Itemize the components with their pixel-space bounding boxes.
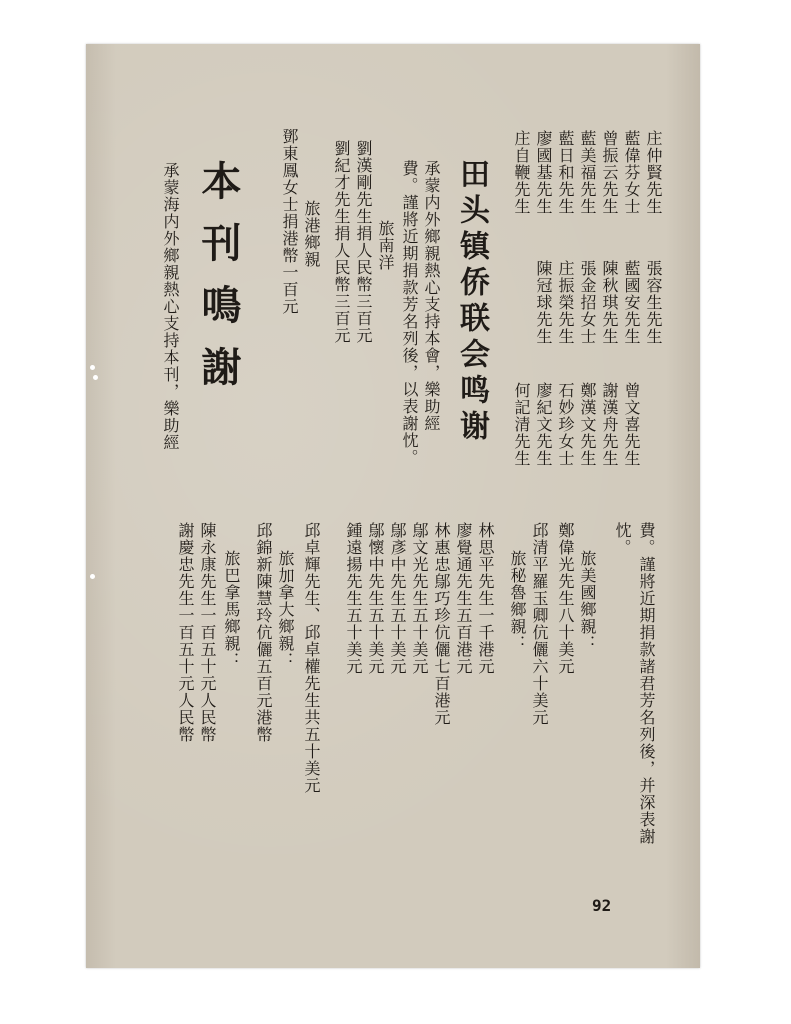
group-title: 旅加拿大鄉親： xyxy=(276,550,295,669)
donation-line: 林惠忠鄔巧珍伉儷七百港元 xyxy=(432,522,451,726)
donor-name: 張容生先生 xyxy=(644,260,663,345)
donation-line: 邱清平羅玉卿伉儷六十美元 xyxy=(530,522,549,726)
donor-name: 廖國基先生 xyxy=(534,130,553,215)
binding-hole xyxy=(90,365,95,370)
donation-line: 鄔彥中先生五十美元 xyxy=(388,522,407,675)
group-title: 旅美國鄉親： xyxy=(578,550,597,652)
binding-hole xyxy=(90,574,95,579)
binding-hole xyxy=(93,375,98,380)
donation-line: 廖覺通先生五百港元 xyxy=(454,522,473,675)
donation-line: 陳永康先生一百五十元人民幣 xyxy=(198,522,217,743)
donor-name: 藍國安先生 xyxy=(622,260,641,345)
thanks-text: 承蒙海内外鄉親熱心支持本刊，樂助經 xyxy=(161,162,180,451)
donor-name: 石妙珍女士 xyxy=(556,382,575,467)
donation-line: 鍾遠揚先生五十美元 xyxy=(344,522,363,675)
donation-line: 鄧東鳳女士捐港幣一百元 xyxy=(280,128,299,315)
section-heading: 田头镇侨联会鸣谢 xyxy=(454,158,489,446)
donation-line: 鄭偉光先生八十美元 xyxy=(556,522,575,675)
donation-line: 謝慶忠先生一百五十元人民幣 xyxy=(176,522,195,743)
group-title: 旅港鄉親 xyxy=(302,200,321,268)
donor-name: 庄仲賢先生 xyxy=(644,130,663,215)
donor-name: 庄自鞭先生 xyxy=(512,130,531,215)
donor-name: 鄭漢文先生 xyxy=(578,382,597,467)
thanks-text: 忱。 xyxy=(613,522,632,556)
donor-name: 藍美福先生 xyxy=(578,130,597,215)
section-title: 本刊鳴謝 xyxy=(195,160,242,408)
group-title: 旅南洋 xyxy=(376,220,395,271)
donor-name: 藍日和先生 xyxy=(556,130,575,215)
donor-name: 曾文喜先生 xyxy=(622,382,641,467)
donation-line: 鄔懷中先生五十美元 xyxy=(366,522,385,675)
donor-name: 曾振云先生 xyxy=(600,130,619,215)
donation-line: 邱卓輝先生、邱卓權先生共五十美元 xyxy=(302,522,321,794)
thanks-text: 費。謹將近期捐款諸君芳名列後，并深表謝 xyxy=(637,522,656,845)
donor-name: 廖紀文先生 xyxy=(534,382,553,467)
donor-name: 藍偉芬女士 xyxy=(622,130,641,215)
donor-name: 張金招女士 xyxy=(578,260,597,345)
group-title: 旅巴拿馬鄉親： xyxy=(222,550,241,669)
donor-name: 庄振榮先生 xyxy=(556,260,575,345)
donation-line: 林思平先生一千港元 xyxy=(476,522,495,675)
page-number: 92 xyxy=(592,896,612,915)
donation-line: 劉漢剛先生捐人民幣三百元 xyxy=(354,140,373,344)
donation-line: 鄔文光先生五十美元 xyxy=(410,522,429,675)
donor-name: 謝漢舟先生 xyxy=(600,382,619,467)
donor-name: 陳秋琪先生 xyxy=(600,260,619,345)
group-title: 旅秘魯鄉親： xyxy=(508,550,527,652)
donor-name: 何記清先生 xyxy=(512,382,531,467)
thanks-text: 費。謹將近期捐款芳名列後，以表謝忱。 xyxy=(400,160,419,466)
donation-line: 劉紀才先生捐人民幣三百元 xyxy=(332,140,351,344)
thanks-text: 承蒙内外鄉親熱心支持本會，樂助經 xyxy=(422,160,441,432)
donor-name: 陳冠球先生 xyxy=(534,260,553,345)
donation-line: 邱錦新陳慧玲伉儷五百元港幣 xyxy=(254,522,273,743)
